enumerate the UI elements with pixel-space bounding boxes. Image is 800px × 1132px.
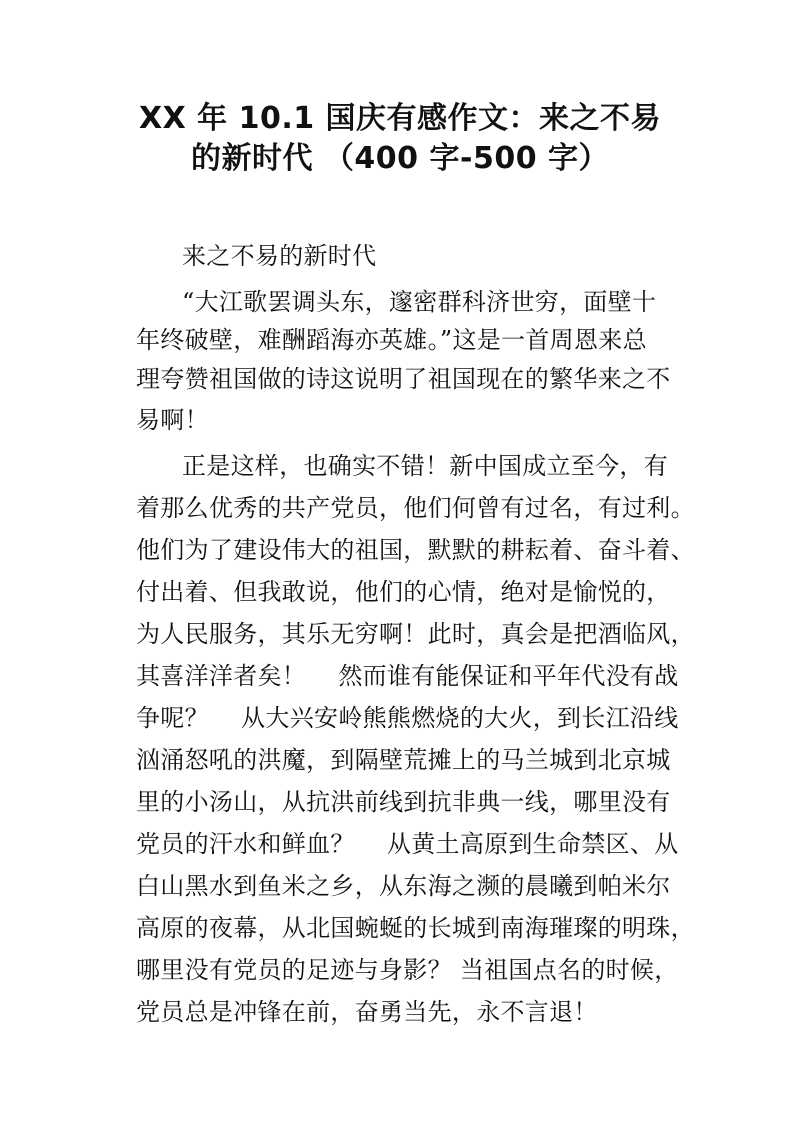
section-heading: 来之不易的新时代 bbox=[182, 242, 377, 270]
document-title-line-1: XX 年 10.1 国庆有感作文：来之不易 bbox=[138, 101, 662, 136]
body-line: “大江歌罢调头东，邃密群科济世穷，面壁十 bbox=[182, 288, 657, 316]
body-line: 党员的汗水和鲜血？ 从黄土高原到生命禁区、从 bbox=[136, 830, 679, 858]
body-line: 党员总是冲锋在前，奋勇当先，永不言退！ bbox=[136, 998, 598, 1026]
body-line: 他们为了建设伟大的祖国，默默的耕耘着、奋斗着、 bbox=[136, 536, 695, 564]
body-line: 着那么优秀的共产党员，他们何曾有过名，有过利。 bbox=[136, 494, 695, 522]
body-line: 哪里没有党员的足迹与身影？ 当祖国点名的时候， bbox=[136, 956, 679, 984]
body-line: 白山黑水到鱼米之乡，从东海之濒的晨曦到帕米尔 bbox=[136, 872, 671, 900]
document-title-line-2: 的新时代 （400 字-500 字） bbox=[190, 141, 610, 176]
body-line: 为人民服务，其乐无穷啊！此时，真会是把酒临风， bbox=[136, 620, 695, 648]
body-line: 汹涌怒吼的洪魔，到隔壁荒摊上的马兰城到北京城 bbox=[136, 746, 671, 774]
body-line: 年终破壁，难酬蹈海亦英雄。”这是一首周恩来总 bbox=[136, 326, 647, 354]
body-line: 争呢？ 从大兴安岭熊熊燃烧的大火，到长江沿线 bbox=[136, 704, 679, 732]
body-line: 付出着、但我敢说，他们的心情，绝对是愉悦的， bbox=[136, 578, 671, 606]
body-line: 里的小汤山，从抗洪前线到抗非典一线，哪里没有 bbox=[136, 788, 671, 816]
body-line: 易啊！ bbox=[136, 406, 209, 434]
body-line: 正是这样，也确实不错！新中国成立至今，有 bbox=[182, 452, 668, 480]
body-line: 其喜洋洋者矣！ 然而谁有能保证和平年代没有战 bbox=[136, 662, 679, 690]
body-line: 理夸赞祖国做的诗这说明了祖国现在的繁华来之不 bbox=[136, 365, 671, 393]
body-line: 高原的夜幕，从北国蜿蜒的长城到南海璀璨的明珠， bbox=[136, 914, 695, 942]
